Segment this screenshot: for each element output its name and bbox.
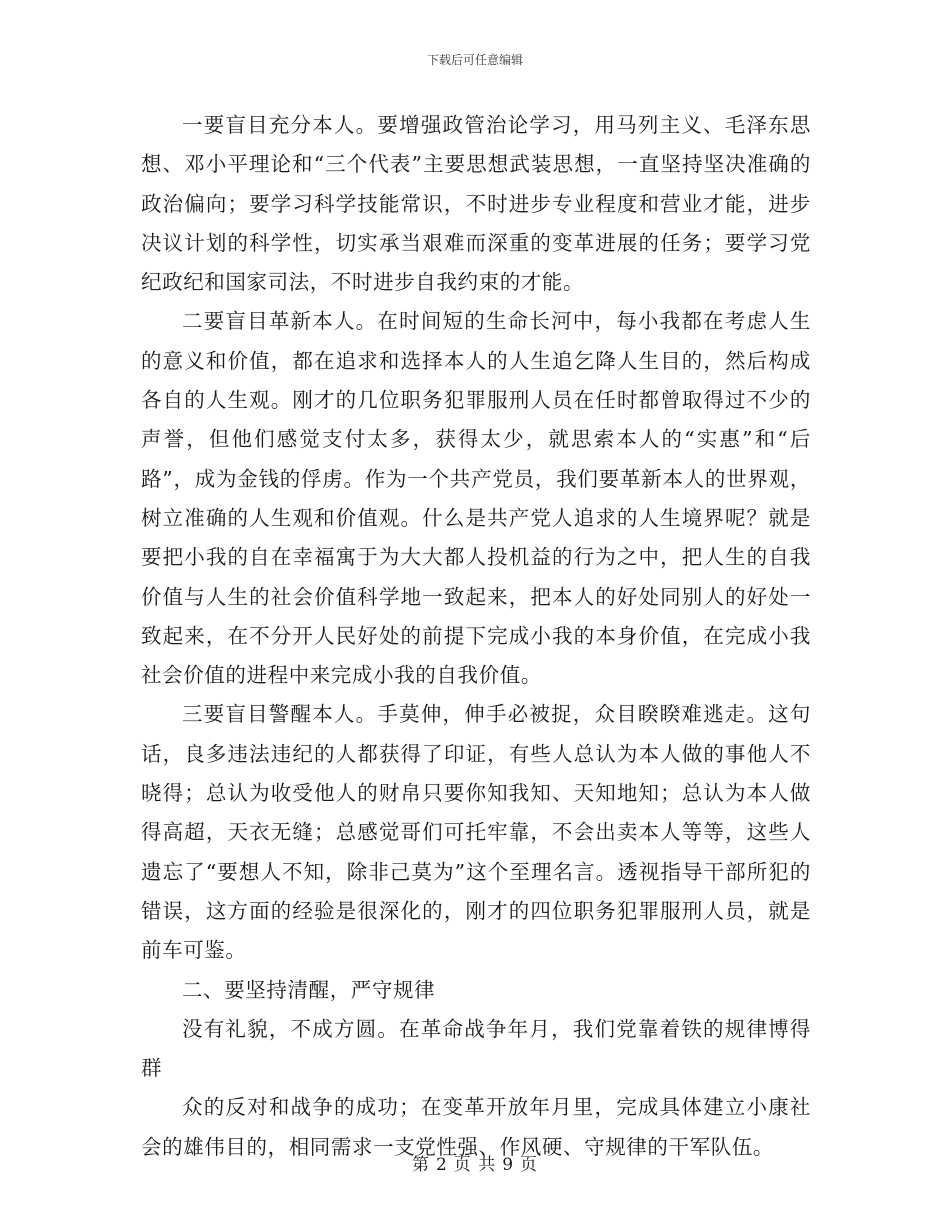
current-page-number: 2 (435, 1155, 448, 1175)
total-page-count: 9 (502, 1155, 515, 1175)
footer-prefix: 第 (411, 1155, 430, 1175)
footer-suffix: 页 (520, 1155, 539, 1175)
paragraph: 三要盲目警醒本人。手莫伸，伸手必被捉，众目睽睽难逃走。这句话，良多违法违纪的人都获得了印证，有些人总认为本人做的事他人不晓得；总认为收受他人的财帛只要你知我知、天知地知；总认为本人做得高超，天衣无缝；总感觉哥们可托牢靠，不会出卖本人等等，这些人遗忘了“要想人不知，除非己莫为”这个至理名言。透视指导干部所犯的错误，这方面的经验是很深化的，刚才的四位职务犯罪服刑人员，就是前车可鉴。 (141, 702, 811, 963)
paragraph: 一要盲目充分本人。要增强政管治论学习，用马列主义、毛泽东思想、邓小平理论和“三个代表”主要思想武装思想，一直坚持坚决准确的政治偏向；要学习科学技能常识，不时进步专业程度和营业才能，进步决议计划的科学性，切实承当艰难而深重的变革进展的任务；要学习党纪政纪和国家司法，不时进步自我约束的才能。 (141, 113, 811, 295)
page-header: 下载后可任意编辑 (426, 53, 523, 67)
paragraph: 没有礼貌，不成方圆。在革命战争年月，我们党靠着铁的规律博得群 (141, 1016, 811, 1081)
paragraph: 二要盲目革新本人。在时间短的生命长河中，每小我都在考虑人生的意义和价值，都在追求和选择本人的人生追乞降人生目的，然后构成各自的人生观。刚才的几位职务犯罪服刑人员在任时都曾取得过不少的声誉，但他们感觉支付太多，获得太少，就思索本人的“实惠”和“后路”，成为金钱的俘虏。作为一个共产党员，我们要革新本人的世界观，树立准确的人生观和价值观。什么是共产党人追求的人生境界呢？就是要把小我的自在幸福寓于为大大都人投机益的行为之中，把人生的自我价值与人生的社会价值科学地一致起来，把本人的好处同别人的好处一致起来，在不分开人民好处的前提下完成小我的本身价值，在完成小我社会价值的进程中来完成小我的自我价值。 (141, 309, 811, 688)
page-number-footer (0, 1154, 950, 1176)
document-body (141, 106, 811, 1167)
section-heading: 二、要坚持清醒，严守规律 (182, 977, 436, 1002)
paragraph: 众的反对和战争的成功；在变革开放年月里，完成具体建立小康社会的雄伟目的，相同需求一支党性强、作风硬、守规律的干军队伍。 (141, 1095, 811, 1159)
footer-middle: 页 共 (453, 1155, 497, 1175)
